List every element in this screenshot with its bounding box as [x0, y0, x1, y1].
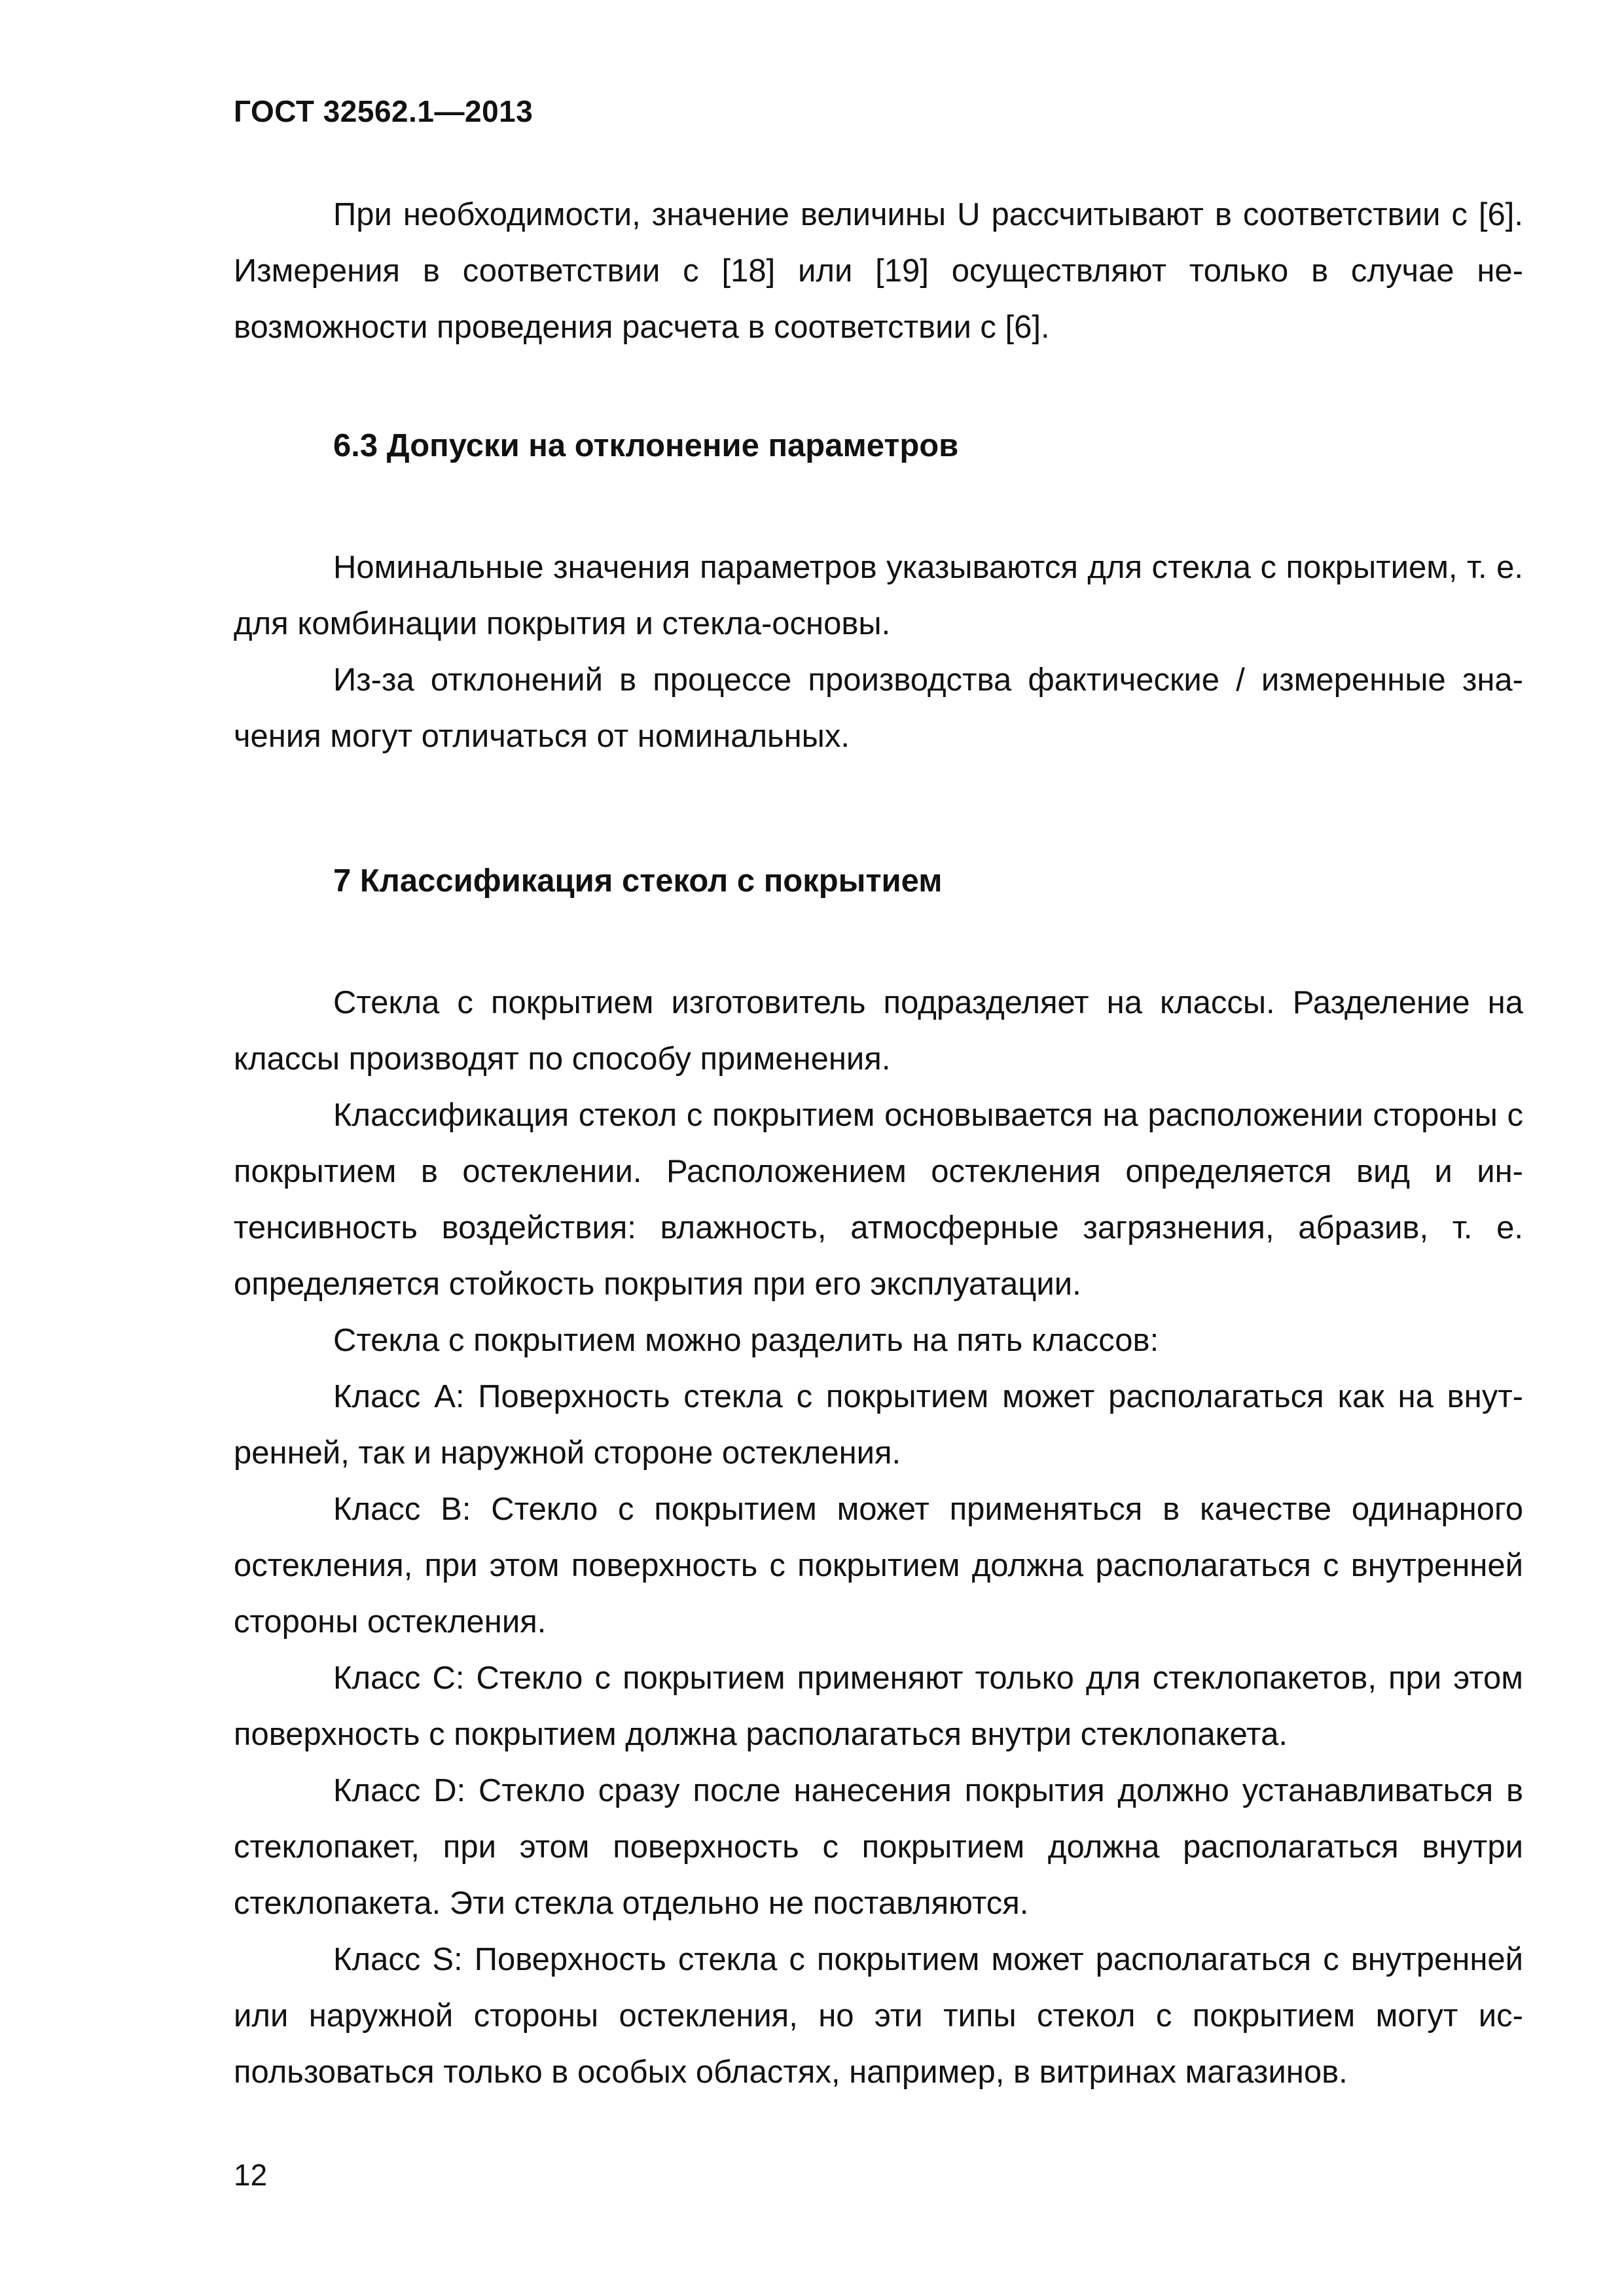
paragraph-classes-intro: Стекла с покрытием изготовитель подразделяет на классы. Разделение на классы производят по способу применения. — [234, 985, 1523, 1077]
paragraph-class-d: Класс D: Стекло сразу после нанесения покрытия должно устанавливаться в стеклопакет, при этом поверхность с покрытием должна располагаться внутри стеклопакета. Эти стекла отдельно не поставляются. — [234, 1773, 1523, 1921]
paragraph-classification-basis: Классификация стекол с покрытием основывается на расположении стороны с покрытием в остеклении. Расположением остекления определяется вид и интенсивность воздействия: влажность, атмосферные загрязнения, абразив, т. е. определяется стойкость покрытия при его эксплуатации. — [234, 1098, 1523, 1302]
paragraph-class-s: Класс S: Поверхность стекла с покрытием может располагаться с внутренней или наружной стороны остекления, но эти типы стекол с покрытием могут использоваться только в особых областях, например, в витринах магазинов. — [234, 1942, 1523, 2090]
paragraph-class-a: Класс А: Поверхность стекла с покрытием может располагаться как на внутренней, так и наружной стороне остекления. — [234, 1379, 1523, 1471]
paragraph-nominal-values: Номинальные значения параметров указываются для стекла с покрытием, т. е. для комбинации покрытия и стекла-основы. — [234, 550, 1523, 641]
spacer — [234, 764, 1523, 853]
section-heading-6-3: 6.3 Допуски на отклонение параметров — [333, 428, 959, 463]
paragraph-u-value: При необходимости, значение величины U рассчитывают в соответствии с [6]. Измерения в соответствии с [18] или [19] осуществляют только в случае невозможности проведения расчета в соответствии с [6]. — [234, 197, 1523, 345]
paragraph-deviations: Из-за отклонений в процессе производства фактические / измеренные значения могут отличаться от номинальных. — [234, 662, 1523, 754]
spacer — [234, 355, 1523, 418]
page-content — [234, 187, 1523, 2100]
page-number: 12 — [234, 2158, 268, 2192]
paragraph-class-c: Класс С: Стекло с покрытием применяют только для стеклопакетов, при этом поверхность с покрытием должна располагаться внутри стеклопакета. — [234, 1660, 1523, 1752]
paragraph-five-classes: Стекла с покрытием можно разделить на пять классов: — [333, 1323, 1159, 1358]
spacer — [234, 909, 1523, 975]
spacer — [234, 474, 1523, 539]
section-heading-7: 7 Классификация стекол с покрытием — [333, 863, 943, 899]
standard-designation: ГОСТ 32562.1—2013 — [234, 94, 533, 128]
paragraph-class-b: Класс В: Стекло с покрытием может применяться в качестве одинарного остекления, при этом поверхность с покрытием должна располагаться с внутренней стороны остекления. — [234, 1492, 1523, 1640]
